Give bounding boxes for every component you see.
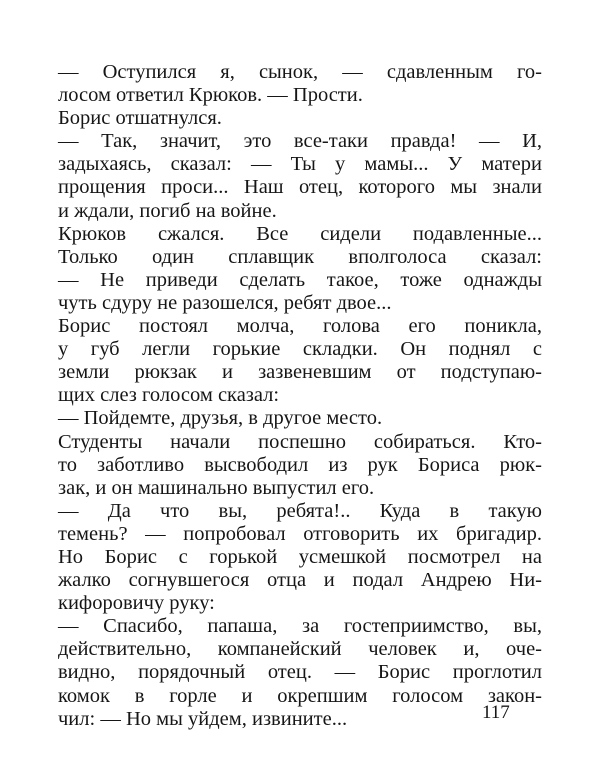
text-line: темень? — попробовал отговорить их бригадир.	[58, 522, 542, 545]
text-line: — Да что вы, ребята!.. Куда в такую	[58, 499, 542, 522]
text-line: прощения проси... Наш отец, которого мы знали	[58, 176, 542, 199]
text-line: задыхаясь, сказал: — Ты у мамы... У матери	[58, 153, 542, 176]
text-line: Только один сплавщик вполголоса сказал:	[58, 245, 542, 268]
text-line: чуть сдуру не разошелся, ребят двое...	[58, 291, 392, 314]
text-line: Борис постоял молча, голова его поникла,	[58, 315, 542, 338]
text-line: — Так, значит, это все-таки правда! — И,	[58, 130, 542, 153]
text-line: у губ легли горькие складки. Он поднял с	[58, 338, 542, 361]
text-line: земли рюкзак и зазвеневшим от подступаю-	[58, 361, 542, 384]
text-line: комок в горле и окрепшим голосом закон-	[58, 684, 542, 707]
text-line: лосом ответил Крюков. — Прости.	[58, 84, 363, 107]
page-number: 117	[482, 702, 510, 723]
text-line: Борис отшатнулся.	[58, 107, 222, 130]
text-line: то заботливо высвободил из рук Бориса рюк-	[58, 453, 542, 476]
text-line: видно, порядочный отец. — Борис проглотил	[58, 661, 542, 684]
text-line: действительно, компанейский человек и, оче-	[58, 638, 542, 661]
text-line: Студенты начали поспешно собираться. Кто-	[58, 430, 542, 453]
text-line: жалко согнувшегося отца и подал Андрею Ни-	[58, 569, 542, 592]
text-line: Но Борис с горькой усмешкой посмотрел на	[58, 545, 542, 568]
page-text	[58, 61, 542, 731]
text-line: зак, и он машинально выпустил его.	[58, 476, 375, 499]
text-line: — Оступился я, сынок, — сдавленным го-	[58, 61, 542, 83]
text-line: — Не приведи сделать такое, тоже однажды	[58, 268, 542, 291]
text-line: щих слез голосом сказал:	[58, 384, 280, 407]
text-line: кифоровичу руку:	[58, 592, 215, 615]
text-line: и ждали, погиб на войне.	[58, 199, 277, 222]
text-line: — Пойдемте, друзья, в другое место.	[58, 407, 383, 430]
text-line: чил: — Но мы уйдем, извините...	[58, 707, 348, 730]
text-line: — Спасибо, папаша, за гостеприимство, вы,	[58, 615, 542, 638]
text-line: Крюков сжался. Все сидели подавленные...	[58, 222, 542, 245]
